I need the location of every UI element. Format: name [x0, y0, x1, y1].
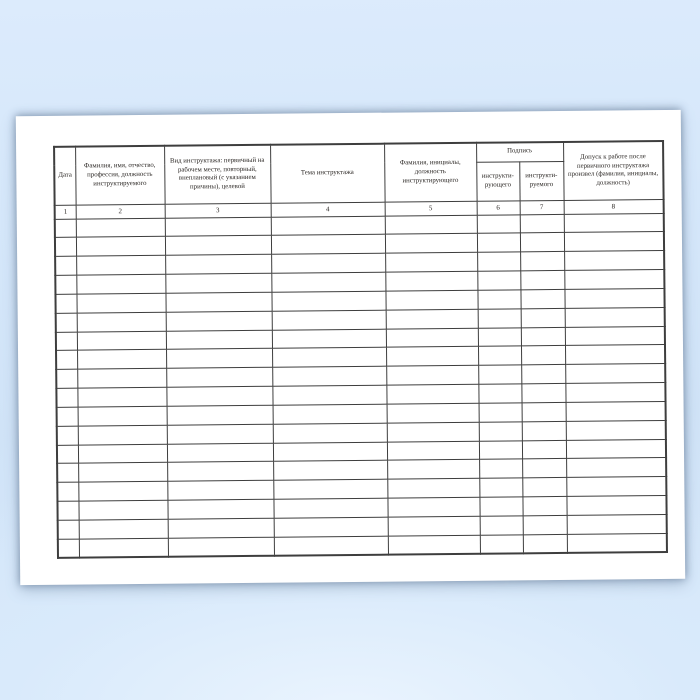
empty-cell — [77, 387, 166, 407]
empty-cell — [564, 288, 664, 308]
empty-cell — [385, 234, 477, 254]
empty-cell — [167, 499, 273, 519]
header-signature-group: Подпись — [476, 142, 563, 162]
empty-cell — [271, 272, 385, 292]
empty-cell — [77, 331, 166, 351]
empty-cell — [386, 384, 478, 404]
table-header — [54, 141, 664, 219]
empty-cell — [165, 217, 271, 237]
empty-cell — [76, 274, 165, 294]
empty-cell — [78, 482, 167, 502]
column-number-1: 1 — [55, 205, 76, 219]
empty-cell — [274, 536, 388, 556]
empty-cell — [55, 256, 76, 275]
empty-cell — [76, 293, 165, 313]
empty-cell — [166, 368, 272, 388]
empty-cell — [57, 407, 78, 426]
empty-cell — [56, 351, 77, 370]
empty-cell — [79, 519, 168, 539]
table-body — [55, 213, 667, 558]
empty-cell — [55, 219, 76, 238]
empty-cell — [564, 270, 664, 290]
empty-cell — [273, 404, 387, 424]
column-number-8: 8 — [564, 199, 664, 214]
empty-cell — [58, 539, 79, 558]
empty-cell — [167, 443, 273, 463]
empty-cell — [272, 310, 386, 330]
empty-cell — [386, 347, 478, 367]
empty-cell — [520, 233, 564, 252]
empty-cell — [480, 535, 523, 554]
empty-cell — [274, 517, 388, 537]
empty-cell — [385, 215, 477, 235]
empty-cell — [565, 383, 665, 403]
empty-cell — [520, 289, 564, 308]
column-number-6: 6 — [477, 200, 520, 214]
empty-cell — [168, 537, 274, 557]
column-number-5: 5 — [385, 201, 477, 216]
column-number-3: 3 — [165, 203, 271, 218]
empty-cell — [566, 458, 666, 478]
header-instruction-type: Вид инструктажа: первичный на рабочем месте, повторный, внеплановый (с указанием причины), целевой — [164, 145, 271, 204]
empty-cell — [478, 365, 521, 384]
empty-cell — [387, 460, 479, 480]
empty-cell — [55, 237, 76, 256]
empty-cell — [564, 232, 664, 252]
empty-cell — [78, 463, 167, 483]
empty-cell — [387, 479, 479, 499]
empty-cell — [272, 348, 386, 368]
empty-cell — [165, 273, 271, 293]
header-instruction-topic: Тема инструктажа — [270, 144, 385, 203]
empty-cell — [480, 516, 523, 535]
empty-cell — [167, 481, 273, 501]
empty-cell — [78, 406, 167, 426]
empty-cell — [77, 369, 166, 389]
empty-cell — [386, 309, 478, 329]
header-row-main — [54, 141, 663, 166]
empty-cell — [566, 477, 666, 497]
empty-cell — [271, 235, 385, 255]
empty-cell — [273, 442, 387, 462]
column-number-4: 4 — [271, 202, 385, 217]
empty-cell — [167, 462, 273, 482]
empty-cell — [273, 498, 387, 518]
empty-cell — [387, 441, 479, 461]
empty-cell — [521, 365, 565, 384]
empty-cell — [56, 332, 77, 351]
empty-cell — [271, 216, 385, 236]
empty-cell — [272, 366, 386, 386]
header-date: Дата — [54, 147, 76, 205]
header-instructor: Фамилия, инициалы, должность инструктирующего — [384, 143, 477, 202]
empty-cell — [166, 311, 272, 331]
empty-cell — [523, 534, 567, 553]
empty-cell — [522, 421, 566, 440]
empty-cell — [566, 496, 666, 516]
empty-cell — [566, 439, 666, 459]
empty-cell — [521, 327, 565, 346]
empty-cell — [271, 291, 385, 311]
empty-cell — [479, 440, 522, 459]
empty-cell — [479, 459, 522, 478]
column-number-7: 7 — [520, 200, 564, 214]
empty-cell — [78, 500, 167, 520]
empty-cell — [565, 307, 665, 327]
empty-cell — [566, 420, 666, 440]
empty-cell — [566, 401, 666, 421]
empty-cell — [77, 312, 166, 332]
empty-cell — [271, 253, 385, 273]
empty-cell — [387, 422, 479, 442]
empty-cell — [57, 501, 78, 520]
empty-cell — [77, 350, 166, 370]
empty-cell — [272, 329, 386, 349]
empty-cell — [522, 402, 566, 421]
empty-cell — [477, 252, 520, 271]
empty-cell — [385, 252, 477, 272]
empty-cell — [273, 423, 387, 443]
empty-cell — [386, 366, 478, 386]
empty-cell — [479, 478, 522, 497]
empty-cell — [565, 345, 665, 365]
empty-cell — [76, 255, 165, 275]
empty-cell — [564, 251, 664, 271]
empty-cell — [55, 294, 76, 313]
empty-cell — [79, 538, 168, 558]
empty-cell — [78, 444, 167, 464]
empty-cell — [520, 252, 564, 271]
empty-cell — [523, 515, 567, 534]
empty-cell — [478, 327, 521, 346]
empty-cell — [564, 213, 664, 233]
empty-cell — [58, 520, 79, 539]
empty-cell — [78, 425, 167, 445]
empty-cell — [166, 330, 272, 350]
empty-cell — [520, 214, 564, 233]
empty-cell — [521, 384, 565, 403]
empty-cell — [477, 290, 520, 309]
empty-cell — [477, 233, 520, 252]
empty-cell — [168, 518, 274, 538]
empty-cell — [167, 405, 273, 425]
column-number-2: 2 — [76, 204, 165, 219]
empty-cell — [166, 349, 272, 369]
empty-cell — [565, 326, 665, 346]
empty-cell — [477, 214, 520, 233]
empty-cell — [385, 271, 477, 291]
empty-cell — [385, 290, 477, 310]
empty-cell — [57, 482, 78, 501]
empty-cell — [521, 308, 565, 327]
empty-cell — [76, 237, 165, 257]
empty-cell — [522, 478, 566, 497]
empty-cell — [479, 497, 522, 516]
empty-cell — [56, 313, 77, 332]
empty-cell — [57, 464, 78, 483]
empty-cell — [165, 292, 271, 312]
empty-cell — [273, 461, 387, 481]
empty-cell — [522, 497, 566, 516]
empty-cell — [567, 514, 667, 534]
header-signature-of-instructed: инструкти- руемого — [519, 161, 563, 200]
header-work-permission: Допуск к работе после первичного инструктажа произвел (фамилия, инициалы, должность) — [563, 141, 664, 200]
empty-cell — [478, 384, 521, 403]
empty-cell — [273, 479, 387, 499]
empty-cell — [387, 403, 479, 423]
empty-cell — [477, 271, 520, 290]
empty-cell — [388, 535, 480, 555]
empty-cell — [388, 516, 480, 536]
empty-cell — [57, 426, 78, 445]
empty-cell — [55, 275, 76, 294]
empty-cell — [478, 309, 521, 328]
empty-cell — [565, 364, 665, 384]
empty-cell — [165, 236, 271, 256]
empty-cell — [479, 403, 522, 422]
empty-cell — [56, 369, 77, 388]
empty-cell — [76, 218, 165, 238]
empty-cell — [57, 445, 78, 464]
header-signature-of-instructor: инструкти- рующего — [476, 161, 519, 200]
instruction-log-table — [53, 140, 668, 559]
document-page — [16, 110, 685, 585]
empty-cell — [56, 388, 77, 407]
empty-cell — [272, 385, 386, 405]
empty-cell — [522, 459, 566, 478]
empty-cell — [520, 270, 564, 289]
empty-cell — [386, 328, 478, 348]
empty-cell — [567, 533, 667, 553]
empty-cell — [479, 422, 522, 441]
empty-cell — [522, 440, 566, 459]
empty-cell — [387, 497, 479, 517]
empty-cell — [165, 254, 271, 274]
empty-cell — [478, 346, 521, 365]
empty-cell — [521, 346, 565, 365]
header-instructed-person: Фамилия, имя, отчество, профессия, должность инструктируемого — [75, 146, 165, 205]
empty-cell — [166, 386, 272, 406]
empty-cell — [167, 424, 273, 444]
